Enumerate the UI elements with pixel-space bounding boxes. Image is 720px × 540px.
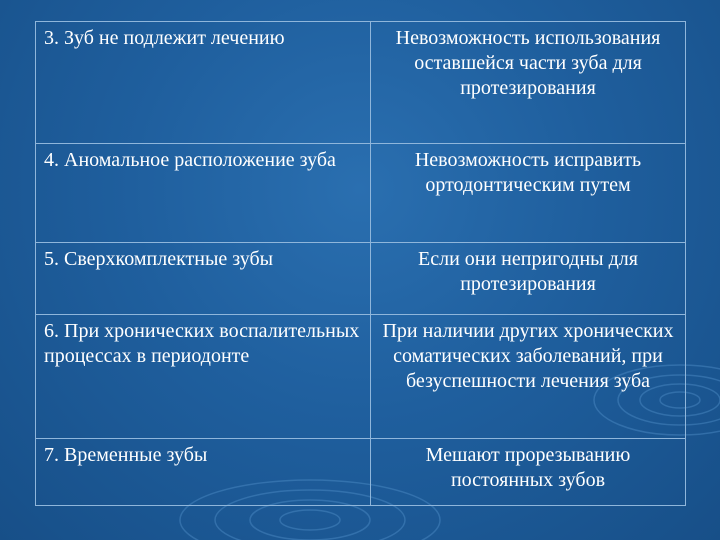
table-cell-condition: 4. Аномальное расположение зуба bbox=[36, 144, 371, 243]
table-cell-reason: Мешают прорезыванию постоянных зубов bbox=[371, 439, 686, 506]
table-cell-reason: При наличии других хронических соматических заболеваний, при безуспешности лечения зуба bbox=[371, 315, 686, 439]
table-row bbox=[36, 439, 686, 506]
table-cell-reason: Невозможность использования оставшейся части зуба для протезирования bbox=[371, 22, 686, 144]
table-row bbox=[36, 243, 686, 315]
table-row bbox=[36, 22, 686, 144]
table-cell-condition: 7. Временные зубы bbox=[36, 439, 371, 506]
table-row bbox=[36, 315, 686, 439]
table-cell-condition: 6. При хронических воспалительных процессах в периодонте bbox=[36, 315, 371, 439]
table-cell-condition: 3. Зуб не подлежит лечению bbox=[36, 22, 371, 144]
table-cell-reason: Невозможность исправить ортодонтическим путем bbox=[371, 144, 686, 243]
table-cell-reason: Если они непригодны для протезирования bbox=[371, 243, 686, 315]
table-cell-condition: 5. Сверхкомплектные зубы bbox=[36, 243, 371, 315]
table-row bbox=[36, 144, 686, 243]
extraction-indications-table bbox=[35, 21, 686, 506]
